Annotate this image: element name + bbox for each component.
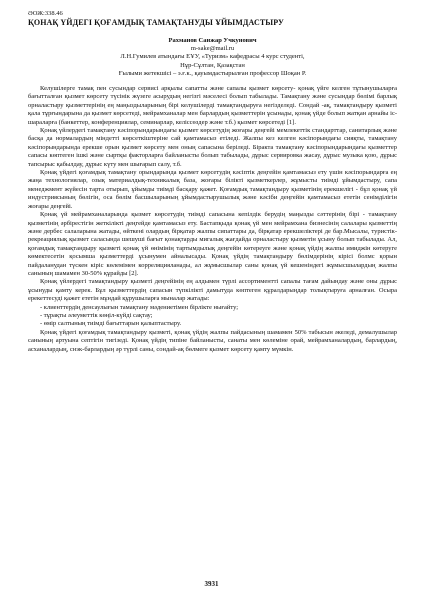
- paragraph: Қонақ үйлердегі тамақтандыру қызметі деңгейінің ең алдымен түрлі ассортиментті сапалы тағам дайындау және оны дұрыс ұсынуды қамту керек. Бұл қызметтердің сапасын түпкілікті дамытуда көптеген құралдарыңдар толықтыруға арналған. Осыра ерекеттесуді қажет ететін мұндай құрушыларға мыналар жатады:: [28, 278, 397, 303]
- list-item: - тұрақты әлеуметтік көңіл-күйді сақтау;: [40, 311, 153, 319]
- page-number: 3931: [204, 580, 219, 588]
- udc-code: ӘОЖ:338.46: [28, 10, 63, 17]
- author-city: Нұр-Сұлтан, Қазақстан: [180, 61, 245, 69]
- paragraph: Қонақ үйдегі қоғамдық тамақтандыру қызметі, қонақ үйдің жалпы пайдасының шамамен 50% табысын әкеледі, демалушылар санының артуына септігін тигізеді. Қонақ үйдің типіне байланысты, санаты мен көлеміне орай, мейрамханалардың, барлардың, асханалардың, снэк-барлардың әр түрлі саны, сондай-ақ бөлмеге қызмет көрсету қамту мүмкін.: [28, 328, 397, 353]
- list-item: - өмір салтының тиімді бағыттарын қалыптастыру.: [40, 320, 182, 328]
- paragraph: Келушілерге тамақ пен сусындар сервисі арқылы сапатты және сапалы қызмет көрсету- қонақ үйге келген тұтынушыларға бағытталған қызмет көрсету түсінік жүзеге асырудың негізгі мәселесі болып табылады. Тамақтану және сусындар бөлімі барлық орналастыру қызметтерінің ең маңыздыларының бірі келушілерді тамақтандыруға негізделеді. Сондай -ақ, тамақтандыру қызметі қала тұрғындарына да қызмет көрсетеді, мейрамханалар мен барлардың қызметтерін ұсынады, қонақ үйде болып жатқан арнайы іс-шараларға (банкеттер, конференциялар, семинарлар, келіссөздер және т.б.) қызмет көрсетеді [1].: [28, 85, 397, 126]
- article-body: [28, 85, 397, 354]
- supervisor: Ғылыми жетекшісі – э.ғ.к., қауымдастырылған профессор Шоқан Р.: [118, 69, 307, 77]
- author-name: Рахманов Санжар Учкунович: [168, 37, 257, 44]
- paragraph: Қонақ үйдегі қоғамдық тамақтану орындарында қызмет көрсетудің кәсіптік деңгейін қамтамасыз ету үшін кәсіпорындарға ең жаңа технологиялар, озық материалдық-техникалық база, жоғары білікті қызметкерлер, жұмысты тиімді ұйымдастыру, сапа менеджмент жүйесін тарта отырып, ұйымды тиімді басқару қажет. Қоғамдық тамақтандыру қызметінің ерекшелігі - бұл қонақ үй индустриясының бөлігін, оса бөлім басшыларының ұйымдастырушылық және кәсіби деңгейін қамтамасыз ететін сенімділігін жоғары деңгейі.: [28, 169, 397, 210]
- list-item: - клиенттердің денсаулығын тамақтану мәдениетімен бірлікте нығайту;: [40, 303, 239, 311]
- author-affiliation: Л.Н.Гумилев атындағы ЕҰУ, «Туризм» кафедрасы 4 курс студенті,: [120, 53, 305, 61]
- author-block: [28, 37, 397, 78]
- article-title: ҚОНАҚ ҮЙДЕГІ ҚОҒАМДЫҚ ТАМАҚТАНУДЫ ҰЙЫМДАСТЫРУ: [28, 18, 284, 27]
- paragraph: Қонақ үй мейрамханаларында қызмет көрсетудің тиімді сапасына кепілдік берудің маңызды сәттерінің бірі - тамақтану қызметінің әрбірестігін жеткілікті деңгейде қамтамасыз ету. Бастапқыда қонақ үй мен мейрамхана бизнесінің салалары қызметтің және дербес салаларына жатады, өйткені олардың бірқатар жалпы сипаттары да, бірқатар ерекшеліктері де бар.Мысалы, туристік- рекреациялық қызмет саласында шешуші бағыт қонақтарды мигалық жағдайда орналастыру қызметін ұсыну болып табылады. Ал, қоғамдық тамақтандыру қызметі қонақ үй өнімінің тартымдылық деңгейін көтереуге және қонақ үйдің жалпы имиджін көтеруге көмектесетін қосымша қызметтерді ұсынумен айналысады. Қонақ үйдің тамақтандыру бөлімдерінің кірісі болмс қорын пайдаланудан түскен кіріс көлемімен корреляцияланады, ал жұмысшылар саны қонақ үй кешеніндегі жұмысшылардың жалпы санының шамамен 30-50% құрайды [2].: [28, 211, 397, 277]
- paragraph: Қонақ үйлердегі тамақтану кәсіпорындарындағы қызмет көрсетудің жоғары деңгейі мемлекеттік стандарттар, санитарлық және басқа да нормалардың міндетті көрсеткіштеріне сай қамтамасыз етіледі. Жалпы кез келген кәсіпорындағы сияқты, тамақтану кәсіпорындарында ерекше орын қызмет көрсету мен оның сапасына беріледі. Біракта тамақтану кәсіпорындарындағы қызметтер сапасы көптеген ішкі және сыртқы факторларға байланысты болып табылады, дұрыс сервировка жасау, дұрыс музыка қою, дұрыс тапсырыс қабылдау, дұрыс күту мен шығарып салу, т.б.: [28, 127, 397, 168]
- author-email: m-sake@mail.ru: [190, 45, 235, 53]
